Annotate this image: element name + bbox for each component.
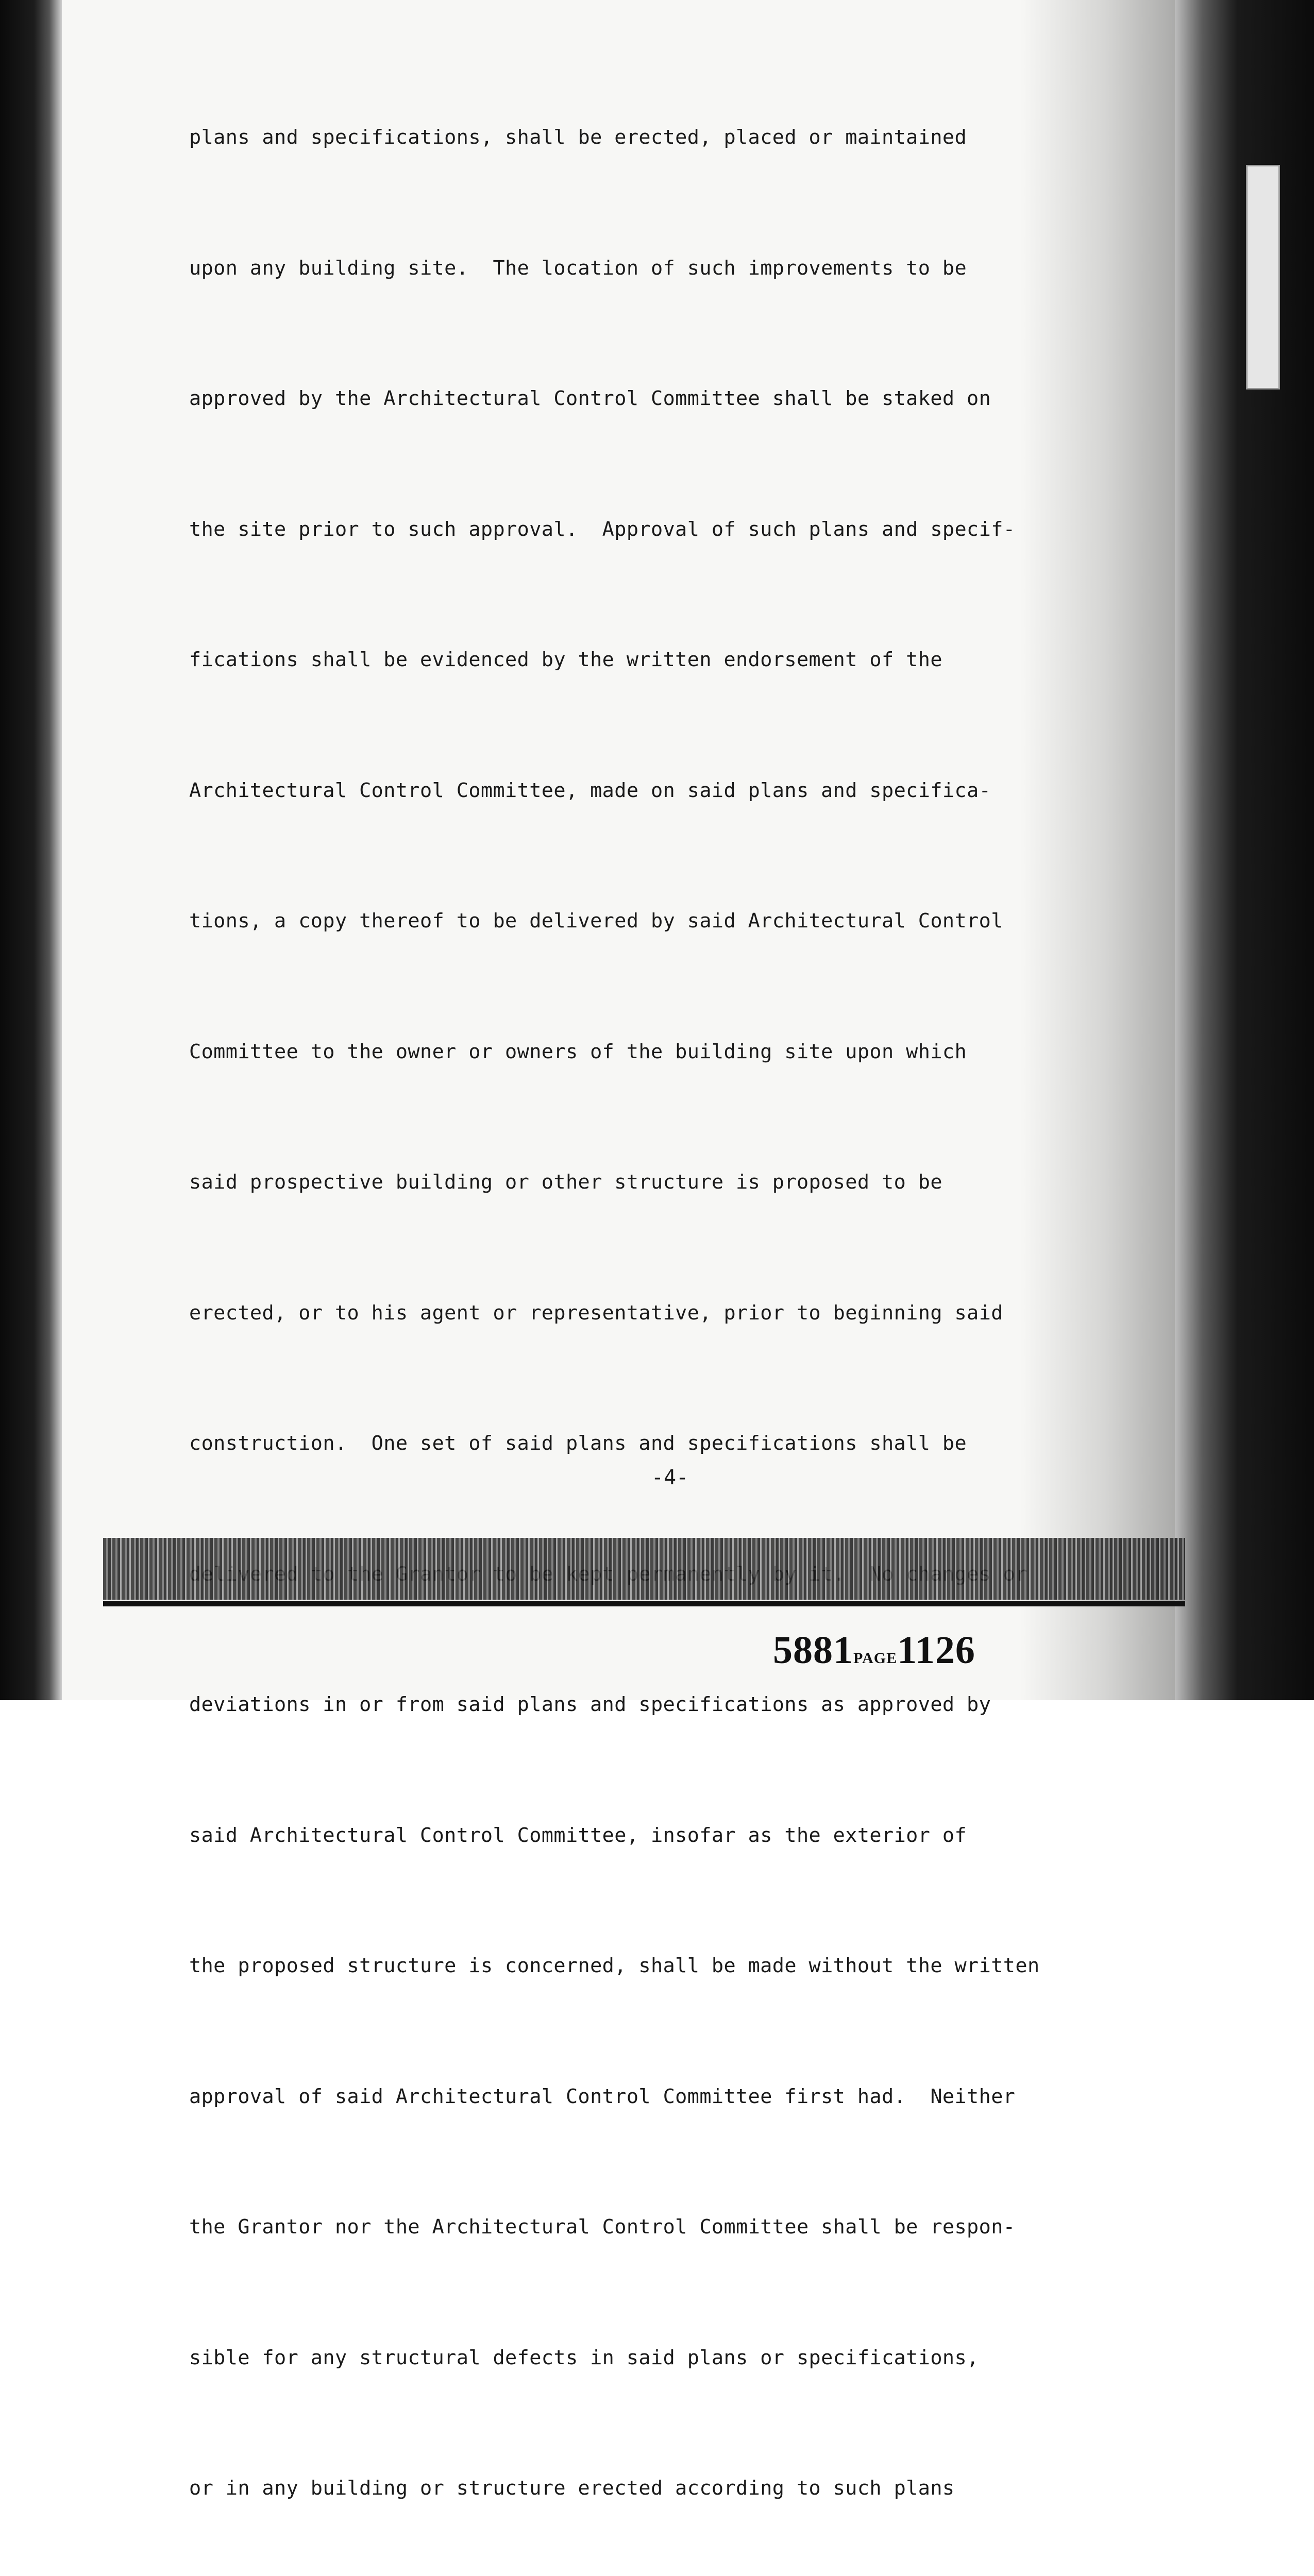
text-line: plans and specifications, shall be erected, placed or maintained <box>189 126 967 149</box>
text-line: upon any building site. The location of such improvements to be <box>189 256 967 280</box>
text-line: said Architectural Control Committee, insofar as the exterior of <box>189 1823 967 1847</box>
text-line: or in any building or structure erected according to such plans <box>189 2477 955 2500</box>
text-line: the proposed structure is concerned, shall be made without the written <box>189 1954 1040 1977</box>
text-line: erected, or to his agent or representative, prior to beginning said <box>189 1301 1003 1325</box>
left-scan-edge <box>0 0 62 1700</box>
book-number: 5881 <box>773 1629 853 1672</box>
text-line: the Grantor nor the Architectural Control Committee shall be respon- <box>189 2215 1016 2239</box>
text-line: said prospective building or other structure is proposed to be <box>189 1171 942 1194</box>
page-label: PAGE <box>853 1650 898 1667</box>
recorded-page-number: 1126 <box>897 1629 975 1672</box>
text-line: the site prior to such approval. Approval of such plans and specif- <box>189 517 1016 541</box>
text-line: approval of said Architectural Control Committee first had. Neither <box>189 2084 1016 2108</box>
bottom-rule <box>103 1601 1185 1606</box>
text-line: approved by the Architectural Control Committee shall be staked on <box>189 387 991 410</box>
right-scan-edge <box>1175 0 1314 1700</box>
text-line: sible for any structural defects in said plans or specifications, <box>189 2346 979 2369</box>
body-text <box>189 29 1158 2576</box>
page-number: -4- <box>651 1466 689 1489</box>
text-line: tions, a copy thereof to be delivered by said Architectural Control <box>189 909 1003 933</box>
recording-stamp <box>773 1628 989 1673</box>
scan-noise-band <box>103 1538 1185 1600</box>
binder-tab <box>1246 165 1280 389</box>
text-line: construction. One set of said plans and specifications shall be <box>189 1432 967 1455</box>
text-line: deviations in or from said plans and specifications as approved by <box>189 1693 991 1716</box>
text-line: Committee to the owner or owners of the building site upon which <box>189 1040 967 1063</box>
text-line: fications shall be evidenced by the written endorsement of the <box>189 648 942 671</box>
text-line: Architectural Control Committee, made on said plans and specifica- <box>189 778 991 802</box>
